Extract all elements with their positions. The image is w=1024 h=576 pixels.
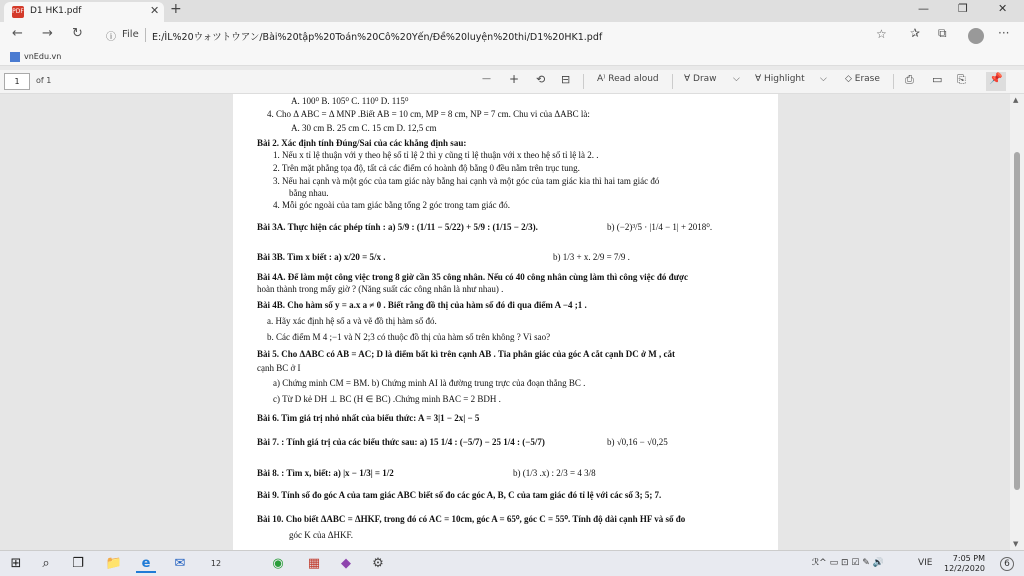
scroll-up-icon[interactable]: ▲ bbox=[1013, 96, 1019, 104]
task-view-icon[interactable]: ❐ bbox=[72, 556, 84, 571]
save-as-icon[interactable]: ⎘ bbox=[957, 73, 966, 86]
settings-icon[interactable]: ⚙ bbox=[372, 556, 384, 571]
pdf-icon: PDF bbox=[12, 6, 24, 18]
doc-line: a. Hãy xác định hệ số a và vẽ đồ thị hàm số đó. bbox=[267, 316, 437, 326]
doc-line: Bài 9. Tính số đo góc A của tam giác ABC biết số đo các góc A, B, C của tam giác đó tỉ lệ với các số 3; 5; 7. bbox=[257, 490, 662, 500]
zoom-in-button[interactable]: + bbox=[509, 72, 520, 86]
doc-line: Bài 8. : Tìm x, biết: a) |x − 1/3| = 1/2 bbox=[257, 468, 394, 478]
doc-line: hoàn thành trong mấy giờ ? (Năng suất các công nhân là như nhau) . bbox=[257, 284, 504, 294]
save-icon[interactable]: ▭ bbox=[932, 73, 943, 86]
fit-page-icon[interactable]: ⊟ bbox=[561, 73, 571, 86]
draw-button[interactable]: ∀ Draw bbox=[684, 74, 717, 84]
favorite-star-icon[interactable]: ☆ bbox=[876, 27, 887, 41]
zoom-out-button[interactable]: — bbox=[482, 74, 491, 84]
start-icon[interactable]: ⊞ bbox=[10, 556, 22, 571]
doc-line: 1. Nếu x tỉ lệ thuận với y theo hệ số tỉ lệ 2 thì y cũng tỉ lệ thuận với x theo hệ số tỉ lệ là 2. . bbox=[273, 150, 599, 160]
favorites-bar bbox=[0, 48, 1024, 66]
browser-tab[interactable] bbox=[4, 2, 164, 22]
app-icon[interactable]: ◆ bbox=[341, 556, 351, 571]
toolbar-divider bbox=[583, 74, 584, 89]
edge-icon[interactable]: e bbox=[136, 555, 156, 573]
page-count: of 1 bbox=[36, 76, 52, 85]
url-text[interactable]: E:/ÌL%20ウォツトウアン/Bài%20tập%20Toán%20Cô%20Yến/Đề%20luyện%20thi/D1%20HK1.pdf bbox=[152, 32, 603, 43]
highlight-button[interactable]: ∀ Highlight bbox=[755, 74, 805, 84]
title-bar bbox=[0, 0, 1024, 22]
doc-line: Bài 4B. Cho hàm số y = a.x a ≠ 0 . Biết rằng đồ thị của hàm số đó đi qua điểm A −4 ;1 . bbox=[257, 300, 587, 310]
vertical-scrollbar[interactable] bbox=[1010, 94, 1024, 550]
doc-line: Bài 3A. Thực hiện các phép tính : a) 5/9 : (1/11 − 5/22) + 5/9 : (1/15 − 2/3). bbox=[257, 222, 538, 232]
doc-line: b. Các điểm M 4 ;−1 và N 2;3 có thuộc đồ thị của hàm số trên không ? Vì sao? bbox=[267, 332, 551, 342]
read-aloud-button[interactable]: A⁾ Read aloud bbox=[597, 74, 659, 84]
clock[interactable] bbox=[944, 554, 985, 574]
separator bbox=[145, 28, 146, 42]
address-bar[interactable] bbox=[100, 25, 896, 45]
app-icon[interactable]: ▦ bbox=[307, 556, 321, 571]
doc-line: Bài 6. Tìm giá trị nhỏ nhất của biểu thức: A = 3|1 − 2x| − 5 bbox=[257, 413, 480, 423]
mail-icon[interactable]: ✉ bbox=[174, 556, 186, 571]
collections-icon[interactable]: ⧉ bbox=[938, 26, 947, 40]
erase-button[interactable]: ◇ Erase bbox=[845, 74, 880, 84]
pdf-toolbar bbox=[0, 70, 1024, 94]
search-icon[interactable]: ⌕ bbox=[42, 556, 50, 571]
rotate-icon[interactable]: ⟲ bbox=[536, 73, 546, 86]
pdf-page bbox=[233, 94, 778, 550]
file-label: File bbox=[122, 29, 139, 40]
doc-line: Bài 7. : Tính giá trị của các biểu thức sau: a) 15 1/4 : (−5/7) − 25 1/4 : (−5/7) bbox=[257, 437, 545, 447]
more-menu-icon[interactable]: ··· bbox=[998, 26, 1010, 40]
doc-line: a) Chứng minh CM = BM. b) Chứng minh AI là đường trung trực của đoạn thẳng BC . bbox=[273, 378, 586, 388]
page-number-input[interactable]: 1 bbox=[4, 73, 30, 90]
doc-line: Bài 2. Xác định tính Đúng/Sai của các khẳng định sau: bbox=[257, 138, 467, 148]
window-close-button[interactable]: ✕ bbox=[998, 2, 1008, 15]
info-icon[interactable]: ⓘ bbox=[106, 32, 116, 43]
forward-icon[interactable]: → bbox=[42, 26, 53, 41]
doc-line: 2. Trên mặt phẳng tọa độ, tất cả các điểm có hoành độ bằng 0 đều nằm trên trục tung. bbox=[273, 163, 580, 173]
doc-line: A. 30 cm B. 25 cm C. 15 cm D. 12,5 cm bbox=[291, 123, 437, 133]
doc-line: cạnh BC ở I bbox=[257, 363, 301, 373]
doc-line: Bài 5. Cho ΔABC có AB = AC; D là điểm bất kì trên cạnh AB . Tia phân giác của góc A cắt cạnh DC ở M , cắt bbox=[257, 349, 675, 359]
clock-time: 7:05 PM bbox=[952, 554, 986, 563]
file-explorer-icon[interactable]: 📁 bbox=[105, 556, 123, 571]
draw-dropdown-chevron-icon[interactable]: ⌵ bbox=[733, 74, 740, 84]
profile-avatar[interactable] bbox=[968, 28, 984, 44]
vnedu-icon bbox=[10, 52, 20, 62]
back-icon[interactable]: ← bbox=[12, 26, 23, 41]
toolbar-divider bbox=[893, 74, 894, 89]
reload-icon[interactable]: ↻ bbox=[72, 26, 83, 41]
taskbar bbox=[0, 550, 1024, 576]
doc-line: 4. Cho Δ ABC = Δ MNP .Biết AB = 10 cm, MP = 8 cm, NP = 7 cm. Chu vi của ΔABC là: bbox=[267, 109, 590, 119]
doc-line: Bài 3B. Tìm x biết : a) x/20 = 5/x . bbox=[257, 252, 386, 262]
pdf-viewer bbox=[0, 94, 1024, 550]
highlight-dropdown-chevron-icon[interactable]: ⌵ bbox=[820, 74, 827, 84]
doc-line: b) (−2)³/5 · |1/4 − 1| + 2018⁰. bbox=[607, 222, 713, 232]
toolbar-divider bbox=[672, 74, 673, 89]
clock-date: 12/2/2020 bbox=[944, 564, 986, 573]
restore-button[interactable]: ❐ bbox=[958, 2, 968, 15]
doc-line: c) Từ D kẻ DH ⊥ BC (H ∈ BC) .Chứng minh BAC = 2 BDH . bbox=[273, 394, 501, 404]
tab-title: D1 HK1.pdf bbox=[30, 6, 82, 16]
tab-close-icon[interactable]: ✕ bbox=[150, 4, 160, 17]
notification-icon[interactable]: 6 bbox=[1000, 557, 1014, 571]
favorite-link-vnedu[interactable]: vnEdu.vn bbox=[24, 52, 62, 61]
doc-line: 3. Nếu hai cạnh và một góc của tam giác này bằng hai cạnh và một góc của tam giác kia thì hai tam giác đó bbox=[273, 176, 660, 186]
minimize-button[interactable]: — bbox=[918, 2, 929, 15]
doc-line: Bài 4A. Để làm một công việc trong 8 giờ cần 35 công nhân. Nếu có 40 công nhân cùng làm thì công việc đó được bbox=[257, 272, 688, 282]
scroll-thumb[interactable] bbox=[1014, 152, 1020, 490]
language-indicator[interactable]: VIE bbox=[918, 558, 933, 568]
print-icon[interactable]: ⎙ bbox=[905, 73, 914, 86]
doc-line: bằng nhau. bbox=[289, 188, 329, 198]
doc-line: b) (1/3 .x) : 2/3 = 4 3/8 bbox=[513, 468, 596, 478]
system-tray-icons[interactable]: ℛ^ ▭ ⊡ ☑ ✎ 🔊 bbox=[812, 558, 884, 568]
favorites-icon[interactable]: ✰ bbox=[910, 26, 921, 40]
doc-line: 4. Mỗi góc ngoài của tam giác bằng tổng 2 góc trong tam giác đó. bbox=[273, 200, 510, 210]
doc-line: góc K của ΔHKF. bbox=[289, 530, 354, 540]
chrome-icon[interactable]: ◉ bbox=[272, 556, 284, 571]
doc-line: Bài 10. Cho biết ΔABC = ΔHKF, trong đó có AC = 10cm, góc A = 65⁰, góc C = 55⁰. Tính độ dài cạnh HF và số đo bbox=[257, 514, 686, 524]
scroll-down-icon[interactable]: ▼ bbox=[1013, 540, 1019, 548]
pin-toolbar-icon[interactable]: 📌 bbox=[986, 72, 1006, 91]
doc-line: b) √0,16 − √0,25 bbox=[607, 437, 668, 447]
doc-line: b) 1/3 + x. 2/9 = 7/9 . bbox=[553, 252, 630, 262]
address-bar-row bbox=[0, 22, 1024, 48]
doc-line: A. 100⁰ B. 105⁰ C. 110⁰ D. 115⁰ bbox=[291, 96, 409, 106]
new-tab-button[interactable]: + bbox=[170, 1, 182, 17]
app-badge[interactable]: 12 bbox=[210, 559, 222, 568]
